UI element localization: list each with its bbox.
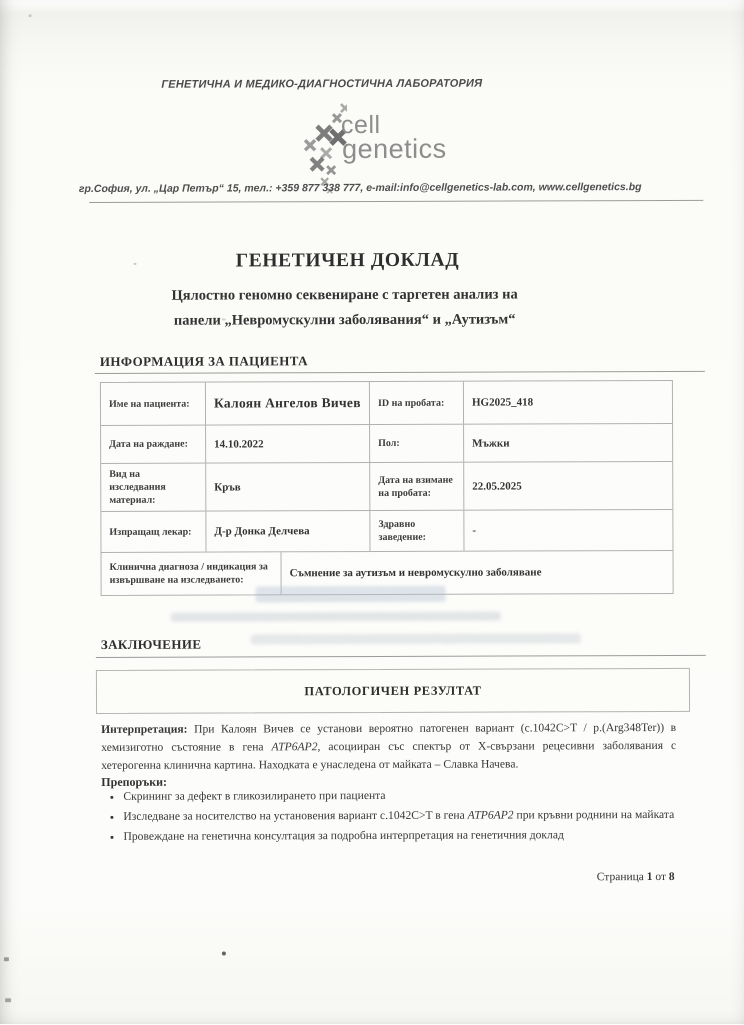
patient-info-divider [95, 371, 705, 374]
patient-name-label: Име на пациента: [101, 383, 206, 425]
table-row [101, 381, 672, 426]
logo-word-cell: cell [340, 110, 381, 140]
conclusion-heading: ЗАКЛЮЧЕНИЕ [100, 636, 202, 652]
lab-address: гр.София, ул. „Цар Петър“ 15, тел.: +359 877 338 777, e-mail:info@cellgenetics-lab.com, www.cellgenetics.bg [78, 181, 642, 196]
scan-speck [29, 14, 32, 17]
referring-doctor-value: Д-р Донка Делчева [206, 511, 370, 552]
interpretation-lead: Интерпретация: [101, 722, 188, 736]
page-number: 1 [646, 871, 653, 884]
scan-speck [5, 998, 11, 1002]
diagnosis-value: Съмнение за аутизъм и невромускулно заболяване [289, 566, 542, 580]
lab-logo-text [340, 110, 447, 165]
birth-date-label: Дата на раждане: [101, 426, 206, 463]
sample-id-value: HG2025_418 [471, 396, 534, 409]
scan-speck [222, 319, 226, 321]
list-item [123, 807, 703, 826]
scan-speck [4, 957, 9, 961]
recommendation2-pre: Изследване за носителство на установения вариант c.1042C>T в гена [123, 808, 465, 823]
lab-logo [303, 100, 473, 191]
patient-name-value: Калоян Ангелов Вичев [206, 382, 370, 425]
table-row [101, 462, 672, 512]
sex-label: Пол: [370, 425, 464, 462]
list-item: • Провеждане на генетична консултация за подробна интерпретация на генетичния доклад [123, 826, 703, 845]
header-divider [89, 200, 703, 203]
material-label: Вид на изследвания материал: [101, 464, 206, 511]
table-row [101, 551, 672, 595]
scan-speck [133, 263, 136, 265]
patient-info-table [100, 380, 674, 596]
recommendations-heading: Препоръки: [101, 774, 168, 789]
collection-date-value: 22.05.2025 [472, 479, 522, 493]
referring-doctor-label: Изпращащ лекар: [101, 512, 206, 552]
pathological-result-banner [96, 668, 690, 714]
pathological-result-text: ПАТОЛОГИЧЕН РЕЗУЛТАТ [304, 683, 482, 698]
gene-name: ATP6AP2 [467, 808, 514, 822]
conclusion-divider [96, 655, 706, 658]
table-row [101, 510, 672, 553]
material-value: Кръв [206, 463, 370, 511]
sample-id-label: ID на пробата: [370, 382, 464, 424]
collection-date-label: Дата на взимане на пробата: [370, 463, 464, 510]
gene-name: ATP6AP2 [271, 740, 318, 754]
bleed-through-artifact [251, 633, 581, 644]
page-total: 8 [668, 870, 675, 883]
interpretation-part2: , асоцииран със спектър от Х-свързани рецесивни заболявания с хетерогенна клинична картина. Находката е унаследена от майката – Славка Начева. [101, 738, 677, 772]
table-row [101, 424, 672, 464]
report-title: ГЕНЕТИЧЕН ДОКЛАД [235, 249, 460, 272]
report-subtitle-line2: панели „Невромускулни заболявания“ и „Аутизъм“ [173, 311, 516, 329]
patient-info-heading: ИНФОРМАЦИЯ ЗА ПАЦИЕНТА [99, 353, 308, 369]
recommendation2-post: при кръвни роднини на майката [516, 807, 675, 822]
page-label: Страница [596, 871, 644, 884]
page-of-label: от [655, 870, 667, 884]
sex-value: Мъжки [472, 437, 510, 450]
recommendations-list [101, 787, 703, 848]
bleed-through-artifact [171, 612, 501, 622]
page-number-footer [102, 871, 675, 885]
interpretation-part1: При Калоян Вичев се установи вероятно патогенен вариант (c.1042C>T / p.(Arg348Ter)) в хемизиготно състояние в гена [101, 720, 677, 754]
facility-value: - [472, 524, 477, 537]
diagnosis-label: Клинична диагноза / индикация за извършване на изследването: [101, 552, 281, 595]
report-subtitle-line1: Цялостно геномно секвениране с таргетен анализ на [171, 286, 518, 304]
facility-label: Здравно заведение: [370, 511, 464, 551]
scan-speck [222, 952, 226, 956]
birth-date-value: 14.10.2022 [206, 425, 370, 463]
logo-word-genetics: genetics [342, 133, 447, 165]
list-item: • Скрининг за дефект в гликозилирането при пациента [123, 787, 703, 806]
lab-title: ГЕНЕТИЧНА И МЕДИКО-ДИАГНОСТИЧНА ЛАБОРАТОРИЯ [161, 77, 483, 91]
interpretation-paragraph [101, 719, 676, 775]
